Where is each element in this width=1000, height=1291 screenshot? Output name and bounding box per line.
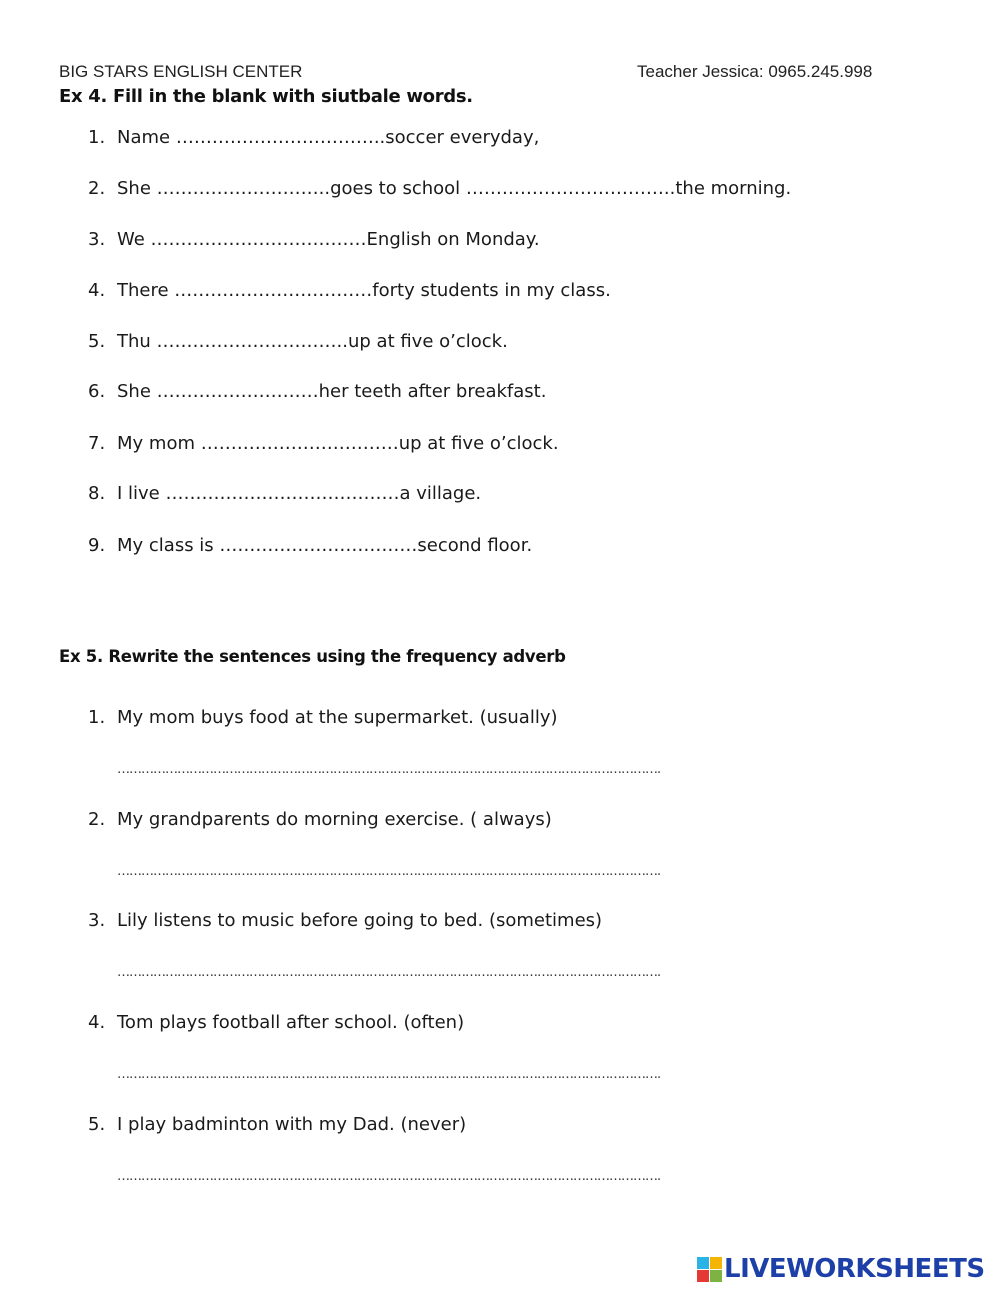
ex4-item [88,483,481,504]
item-text: My mom ……………………………up at five o’clock. [117,433,559,454]
school-name: BIG STARS ENGLISH CENTER [59,62,303,81]
ex4-item [88,178,791,199]
item-number: 4. [88,280,106,301]
item-text: My class is ……………………………second floor. [117,535,533,556]
answer-line[interactable]: ………………………………………………………………………………………………………………………. [117,1169,661,1184]
item-number: 7. [88,433,106,454]
item-number: 9. [88,535,106,556]
item-number: 5. [88,1114,106,1135]
item-text: My grandparents do morning exercise. ( always) [117,809,552,830]
ex4-item [88,280,611,301]
logo-mark-icon [697,1257,722,1282]
item-text: Lily listens to music before going to bed. (sometimes) [117,910,603,931]
item-number: 4. [88,1012,106,1033]
item-number: 6. [88,381,106,402]
item-text: She ………………………..goes to school ……………………………..the morning. [117,178,792,199]
logo-square-icon [710,1257,722,1269]
item-number: 2. [88,809,106,830]
item-text: There ……………………………forty students in my class. [117,280,611,301]
item-number: 5. [88,331,106,352]
ex4-item [88,331,508,352]
logo-square-icon [697,1257,709,1269]
answer-line[interactable]: ………………………………………………………………………………………………………………………. [117,965,661,980]
ex4-item [88,229,540,250]
brand-name: LIVEWORKSHEETS [724,1254,985,1284]
exercise-5-title: Ex 5. Rewrite the sentences using the frequency adverb [59,647,566,666]
item-text: Thu …………………………..up at five o’clock. [117,331,508,352]
ex4-item [88,127,539,148]
item-number: 1. [88,127,106,148]
ex5-item [88,707,558,728]
ex4-item [88,381,546,402]
exercise-4-title: Ex 4. Fill in the blank with siutbale words. [59,86,473,107]
ex5-item [88,1114,466,1135]
item-number: 3. [88,229,106,250]
ex5-item [88,809,552,830]
item-text: I live …………………………………a village. [117,483,482,504]
answer-line[interactable]: ………………………………………………………………………………………………………………………. [117,1067,661,1082]
item-number: 8. [88,483,106,504]
ex5-item [88,1012,464,1033]
logo-square-icon [697,1270,709,1282]
liveworksheets-logo [697,1253,985,1285]
item-number: 2. [88,178,106,199]
item-text: She ………………………her teeth after breakfast. [117,381,547,402]
ex5-item [88,910,602,931]
item-number: 3. [88,910,106,931]
teacher-contact: Teacher Jessica: 0965.245.998 [637,62,873,81]
item-text: Name ……………………………..soccer everyday, [117,127,540,148]
item-text: My mom buys food at the supermarket. (usually) [117,707,558,728]
item-number: 1. [88,707,106,728]
item-text: I play badminton with my Dad. (never) [117,1114,467,1135]
ex4-item [88,535,532,556]
logo-square-icon [710,1270,722,1282]
ex4-item [88,433,559,454]
answer-line[interactable]: ………………………………………………………………………………………………………………………. [117,864,661,879]
item-text: We ………………………………English on Monday. [117,229,540,250]
answer-line[interactable]: ………………………………………………………………………………………………………………………. [117,762,661,777]
item-text: Tom plays football after school. (often) [117,1012,465,1033]
